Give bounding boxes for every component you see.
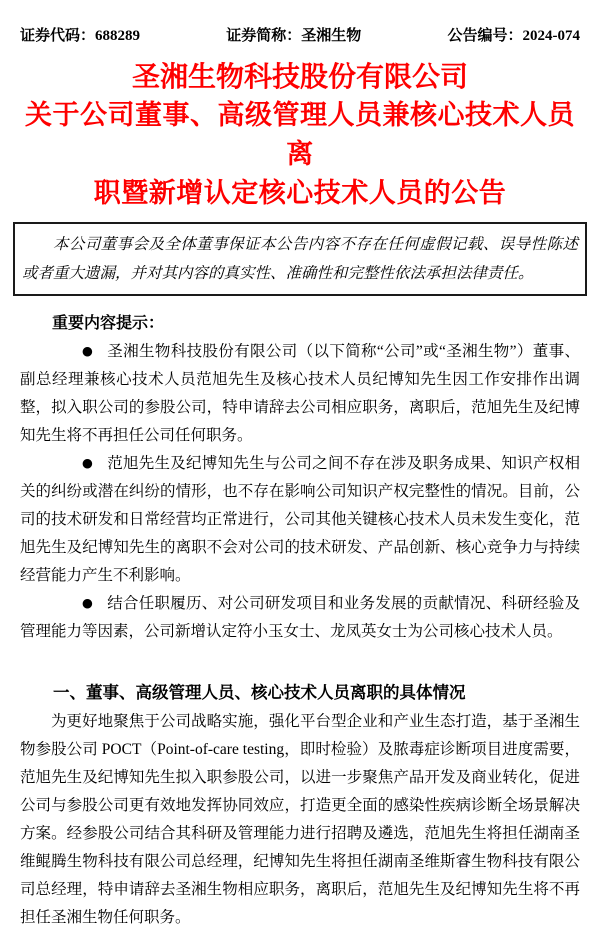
notice-bullet-1 <box>20 338 580 450</box>
disclaimer-text: 本公司董事会及全体董事保证本公告内容不存在任何虚假记载、误导性陈述或者重大遗漏，并对其内容的真实性、准确性和完整性依法承担法律责任。 <box>22 236 578 282</box>
company-name-title: 圣湘生物科技股份有限公司 <box>131 61 468 92</box>
stock-name-label: 证券简称： <box>226 28 302 44</box>
notice-bullet-2-text: 范旭先生及纪博知先生与公司之间不存在涉及职务成果、知识产权相关的纠纷或潜在纠纷的情形，也不存在影响公司知识产权完整性的情况。目前，公司的技术研发和日常经营均正常进行，公司其他关键核心技术人员未发生变化，范旭先生及纪博知先生的离职不会对公司的技术研发、产品创新、核心竞争力与持续经营能力产生不利影响。 <box>20 455 580 584</box>
bullet-icon: ● <box>82 343 93 358</box>
stock-name-value: 圣湘生物 <box>301 28 362 44</box>
notice-bullet-1-text: 圣湘生物科技股份有限公司（以下简称“公司”或“圣湘生物”）董事、副总经理兼核心技术人员范旭先生及核心技术人员纪博知先生因工作安排作出调整，拟入职公司的参股公司，特申请辞去公司相应职务，离职后，范旭先生及纪博知先生将不再担任公司任何职务。 <box>20 343 580 444</box>
stock-name <box>226 27 361 45</box>
bullet-icon: ● <box>82 595 93 610</box>
notice-bullet-3-text: 结合任职履历、对公司研发项目和业务发展的贡献情况、科研经验及管理能力等因素，公司新增认定符小玉女士、龙凤英女士为公司核心技术人员。 <box>20 595 580 640</box>
announcement-number-label: 公告编号： <box>447 28 523 44</box>
bullet-icon: ● <box>82 455 93 470</box>
stock-code <box>20 27 140 45</box>
doc-header <box>20 27 580 45</box>
stock-code-value: 688289 <box>95 28 141 44</box>
important-notice-heading: 重要内容提示： <box>52 315 165 332</box>
announcement-title-line1: 关于公司董事、高级管理人员兼核心技术人员离 <box>25 100 575 169</box>
page-title <box>20 58 580 213</box>
notice-bullet-2 <box>20 450 580 590</box>
notice-bullet-3 <box>20 590 580 646</box>
announcement-title-line2: 职暨新增认定核心技术人员的公告 <box>93 178 507 208</box>
stock-code-label: 证券代码： <box>20 28 96 44</box>
announcement-number-value: 2024-074 <box>522 28 580 44</box>
disclaimer-box <box>13 222 587 296</box>
section-1-paragraph: 为更好地聚焦于公司战略实施，强化平台型企业和产业生态打造，基于圣湘生物参股公司 POCT（Point-of-care testing，即时检验）及脓毒症诊断项目进度需要，范旭先生及纪博知先生拟入职参股公司，以进一步聚焦产品开发及商业转化，促进公司与参股公司更有效地发挥协同效应，打造更全面的感染性疾病诊断全场景解决方案。经参股公司结合其科研及管理能力进行招聘及遴选，范旭先生将担任湖南圣维鲲腾生物科技有限公司总经理，纪博知先生将担任湖南圣维斯睿生物科技有限公司总经理，特申请辞去圣湘生物相应职务，离职后，范旭先生及纪博知先生将不再担任圣湘生物任何职务。 <box>20 713 580 926</box>
section-1-heading: 一、董事、高级管理人员、核心技术人员离职的具体情况 <box>53 684 466 702</box>
announcement-number <box>447 27 580 45</box>
